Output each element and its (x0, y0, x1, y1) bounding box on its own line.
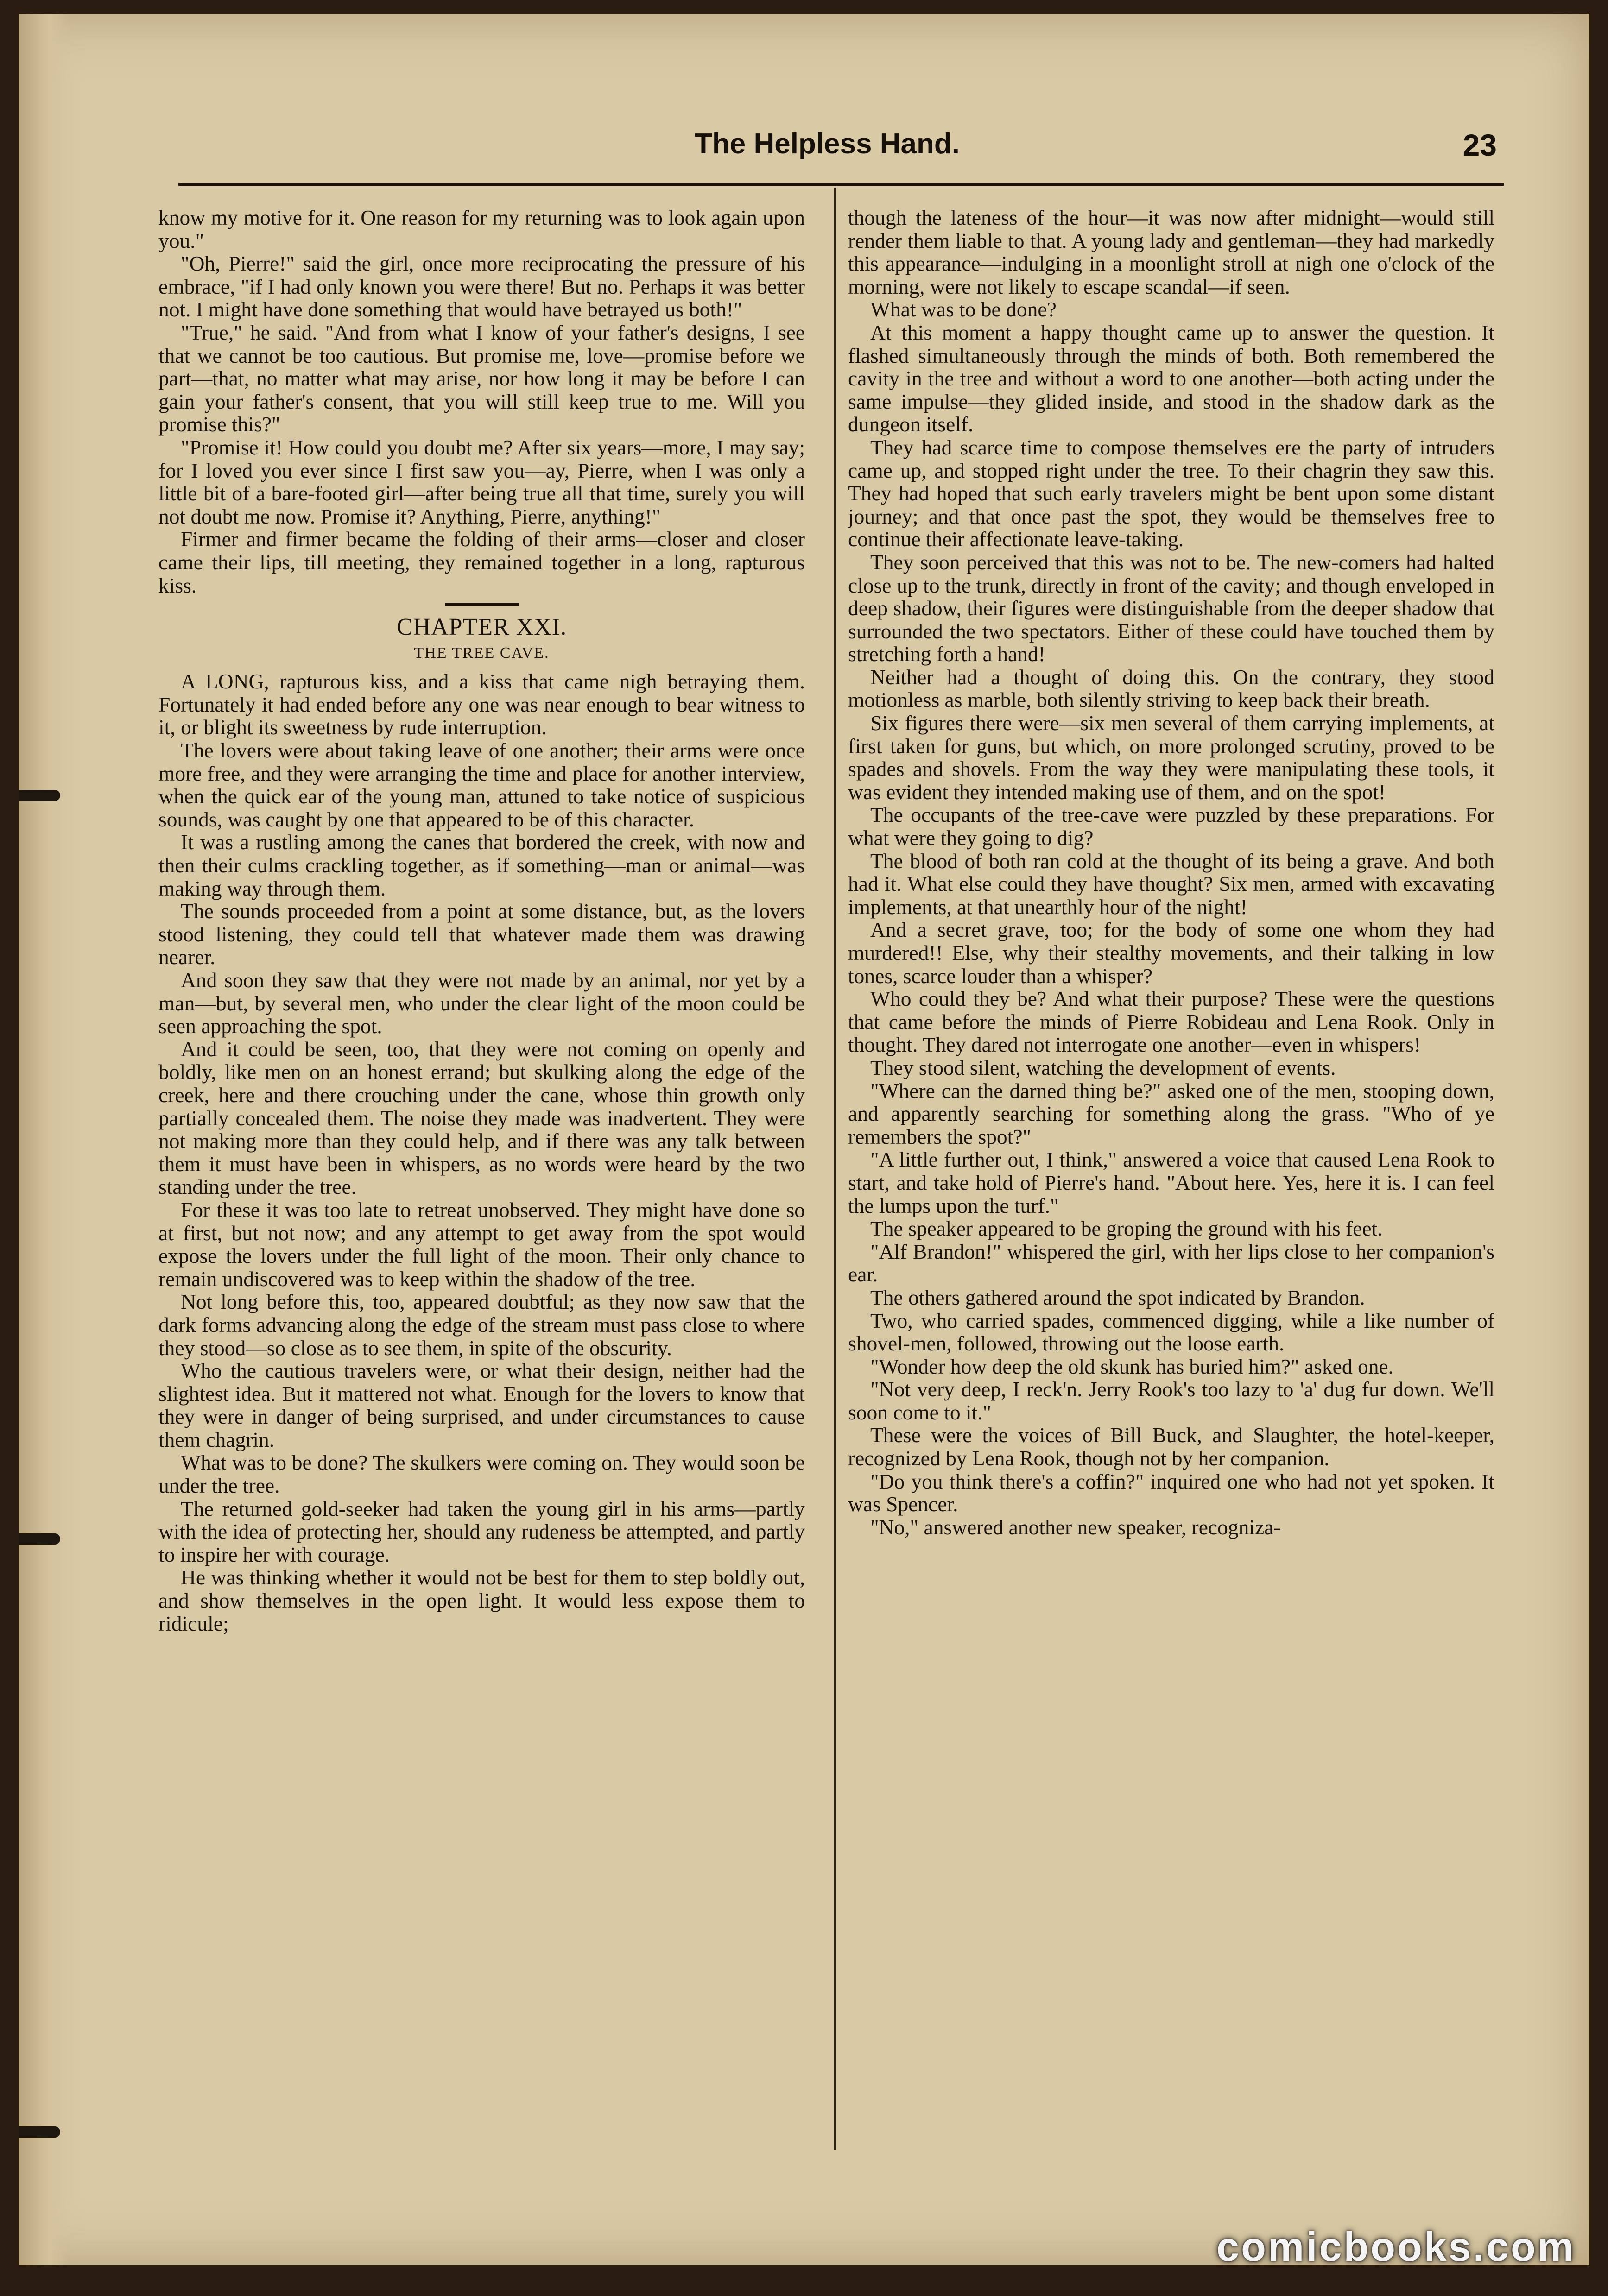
paragraph: The returned gold-seeker had taken the young girl in his arms—partly with the idea of protecting her, should any rudeness be attempted, and partly to inspire her with courage. (158, 1496, 805, 1566)
site-watermark: comicbooks.com (1216, 2224, 1576, 2270)
binding-stitch (19, 1533, 60, 1545)
paragraph: It was a rustling among the canes that bordered the creek, with now and then their culms crackling together, as if something—man or animal—was making way through them. (158, 830, 805, 900)
chapter-subtitle: THE TREE CAVE. (414, 644, 550, 662)
running-title: The Helpless Hand. (695, 128, 960, 160)
paragraph: For these it was too late to retreat unobserved. They might have done so at first, but not now; and any attempt to get away from the spot would expose the lovers under the full light of the moon. Their only chance to remain undiscovered was to keep within the shadow of the tree. (158, 1198, 805, 1291)
paragraph: Who the cautious travelers were, or what their design, neither had the slightest idea. But it mattered not what. Enough for the lovers to know that they were in danger of being surprised, and under circumstances to cause them chagrin. (158, 1359, 805, 1451)
paragraph: Firmer and firmer became the folding of their arms—closer and closer came their lips, till meeting, they remained together in a long, rapturous kiss. (158, 527, 805, 597)
paragraph: Neither had a thought of doing this. On the contrary, they stood motionless as marble, both silently striving to keep back their breath. (848, 665, 1494, 712)
paragraph: At this moment a happy thought came up to answer the question. It flashed simultaneously through the minds of both. Both remembered the cavity in the tree and without a word to one another—both acting under the same impulse—they glided inside, and stood in the shadow dark as the dungeon itself. (848, 320, 1494, 436)
paragraph: What was to be done? The skulkers were coming on. They would soon be under the tree. (158, 1451, 805, 1498)
left-column (158, 206, 805, 2143)
paragraph: They had scarce time to compose themselves ere the party of intruders came up, and stopped right under the tree. To their chagrin they saw this. They had hoped that such early travelers might be bent upon some distant journey; and that once past the spot, they would be themselves free to continue their affectionate leave-taking. (848, 435, 1494, 551)
paragraph: "No," answered another new speaker, recogniza- (870, 1515, 1281, 1539)
chapter-title: CHAPTER XXI. (396, 614, 567, 641)
paragraph: The sounds proceeded from a point at some distance, but, as the lovers stood listening, they could tell that whatever made them was drawing nearer. (158, 899, 805, 969)
paragraph: These were the voices of Bill Buck, and Slaughter, the hotel-keeper, recognized by Lena Rook, though not by her companion. (848, 1423, 1494, 1470)
section-rule (445, 603, 519, 606)
paragraph: Six figures there were—six men several of them carrying implements, at first taken for guns, but which, on more prolonged scrutiny, proved to be spades and shovels. From the way they were manipulating these tools, it was evident they intended making use of them, and on the spot! (848, 711, 1494, 804)
paragraph: And soon they saw that they were not made by an animal, nor yet by a man—but, by several men, who under the clear light of the moon could be seen approaching the spot. (158, 968, 805, 1038)
paragraph: "Do you think there's a coffin?" inquired one who had not yet spoken. It was Spencer. (848, 1469, 1494, 1516)
right-column (848, 206, 1494, 2143)
paragraph: The blood of both ran cold at the thought of its being a grave. And both had it. What else could they have thought? Six men, armed with excavating implements, at that unearthly hour of the night! (848, 849, 1494, 919)
paragraph: A LONG, rapturous kiss, and a kiss that came nigh betraying them. Fortunately it had ended before any one was near enough to bear witness to it, or blight its sweetness by rude interruption. (158, 669, 805, 739)
paragraph: "Oh, Pierre!" said the girl, once more reciprocating the pressure of his embrace, "if I had only known you were there! But no. Perhaps it was better not. I might have done something that would have betrayed us both!" (158, 252, 805, 322)
column-divider (834, 188, 836, 2150)
paragraph: Who could they be? And what their purpose? These were the questions that came before the minds of Pierre Robideau and Lena Rook. Only in thought. They dared not interrogate one another—even in whispers! (848, 987, 1494, 1057)
paragraph: Two, who carried spades, commenced digging, while a like number of shovel-men, followed, throwing out the loose earth. (848, 1308, 1494, 1356)
page-number: 23 (1462, 128, 1497, 162)
paragraph: "Not very deep, I reck'n. Jerry Rook's too lazy to 'a' dug fur down. We'll soon come to it." (848, 1377, 1494, 1424)
paragraph: "Where can the darned thing be?" asked one of the men, stooping down, and apparently searching for something along the grass. "Who of ye remembers the spot?" (848, 1079, 1494, 1148)
book-binding (19, 14, 70, 2265)
paragraph: Not long before this, too, appeared doubtful; as they now saw that the dark forms advancing along the edge of the stream must pass close to where they stood—so close as to see them, in spite of the obscurity. (158, 1290, 805, 1360)
paragraph: "True," he said. "And from what I know of your father's designs, I see that we cannot be too cautious. But promise me, love—promise before we part—that, no matter what may arise, nor how long it may be before I can gain your father's consent, that you will still keep true to me. Will you promise this?" (158, 320, 805, 436)
paragraph: The lovers were about taking leave of one another; their arms were once more free, and they were arranging the time and place for another interview, when the quick ear of the young man, attuned to take notice of suspicious sounds, was caught by one that appeared to be of this character. (158, 738, 805, 831)
paragraph: What was to be done? (870, 297, 1057, 322)
binding-stitch (19, 790, 60, 801)
paragraph: though the lateness of the hour—it was now after midnight—would still render them liable to that. A young lady and gentleman—they had markedly this appearance—indulging in a moonlight stroll at nigh one o'clock of the morning, were not likely to escape scandal—if seen. (848, 206, 1494, 298)
page-header (158, 118, 1497, 169)
paragraph: The others gathered around the spot indicated by Brandon. (870, 1285, 1365, 1309)
binding-stitch (19, 2126, 60, 2138)
paragraph: "Promise it! How could you doubt me? After six years—more, I may say; for I loved you ever since I first saw you—ay, Pierre, when I was only a little bit of a bare-footed girl—after being true all that time, surely you will not doubt me now. Promise it? Anything, Pierre, anything!" (158, 435, 805, 528)
paragraph: And it could be seen, too, that they were not coming on openly and boldly, like men on an honest errand; but skulking along the edge of the creek, here and there crouching under the cane, whose thin growth only partially concealed them. The noise they made was inadvertent. They were not making more than they could help, and if there was any talk between them it must have been in whispers, as no words were heard by the two standing under the tree. (158, 1037, 805, 1199)
paragraph: He was thinking whether it would not be best for them to step boldly out, and show themselves in the open light. It would less expose them to ridicule; (158, 1565, 805, 1635)
header-rule (178, 183, 1504, 186)
paragraph: And a secret grave, too; for the body of some one whom they had murdered!! Else, why their stealthy movements, and their talking in low tones, scarce louder than a whisper? (848, 918, 1494, 988)
paragraph: "Wonder how deep the old skunk has buried him?" asked one. (870, 1354, 1394, 1378)
paragraph: know my motive for it. One reason for my returning was to look again upon you." (158, 206, 805, 252)
paragraph: "A little further out, I think," answered a voice that caused Lena Rook to start, and take hold of Pierre's hand. "About here. Yes, here it is. I can feel the lumps upon the turf." (848, 1148, 1494, 1217)
paragraph: The speaker appeared to be groping the ground with his feet. (870, 1217, 1383, 1241)
paragraph: "Alf Brandon!" whispered the girl, with her lips close to her companion's ear. (848, 1239, 1494, 1287)
paragraph: They soon perceived that this was not to be. The new-comers had halted close up to the trunk, directly in front of the cavity; and though enveloped in deep shadow, their figures were distinguishable from the deeper shadow that surrounded the two spectators. Either of these could have touched them by stretching forth a hand! (848, 550, 1494, 666)
paragraph: They stood silent, watching the development of events. (870, 1055, 1336, 1079)
paragraph: The occupants of the tree-cave were puzzled by these preparations. For what were they going to dig? (848, 803, 1494, 850)
